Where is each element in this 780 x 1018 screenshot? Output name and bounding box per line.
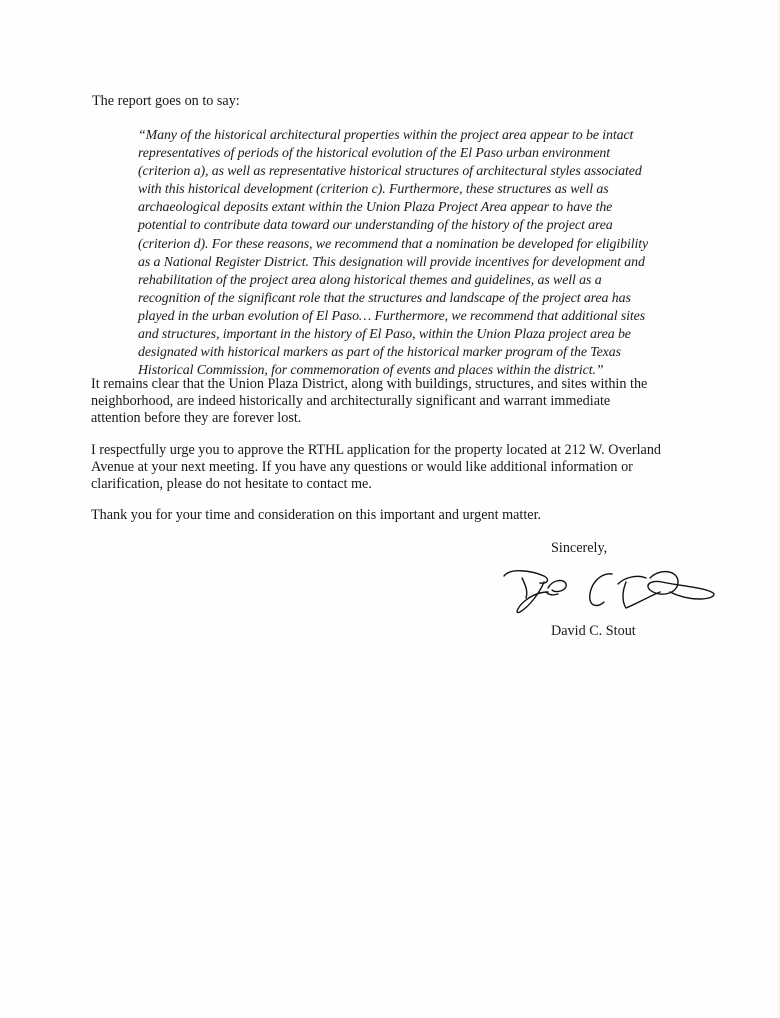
quote-line: as a National Register District. This designation will provide incentives for development and [138,254,645,270]
quote-line: rehabilitation of the project area along historical themes and guidelines, as well as a [138,272,602,288]
paragraph-significance [91,376,701,426]
quote-line: Historical Commission, for commemoration of events and places within the district.” [138,363,604,379]
paragraph-line: Avenue at your next meeting. If you have any questions or would like additional information or [91,458,633,475]
paragraph-line: neighborhood, are indeed historically and architecturally significant and warrant immediate [91,392,611,409]
quote-line: and structures, important in the history of El Paso, within the Union Plaza project area be [138,327,631,343]
signer-name: David C. Stout [551,623,636,639]
quote-line: (criterion d). For these reasons, we recommend that a nomination be developed for eligibility [138,236,649,252]
quote-line: representatives of periods of the historical evolution of the El Paso urban environment [138,146,610,162]
paragraph-request [91,442,701,492]
paragraph-thanks [91,507,701,524]
paragraph-line: I respectfully urge you to approve the RTHL application for the property located at 212 W. Overland [91,442,662,458]
paragraph-line: attention before they are forever lost. [91,409,302,426]
intro-text: The report goes on to say: [92,93,240,109]
paragraph-line: Thank you for your time and consideration on this important and urgent matter. [91,507,542,523]
paragraph-line: clarification, please do not hesitate to contact me. [91,475,372,492]
quote-line: designated with historical markers as part of the historical marker program of the Texas [138,345,621,361]
closing-salutation: Sincerely, [551,540,608,556]
report-quote [138,127,710,380]
signature-icon [500,562,720,622]
quote-line: archaeological deposits extant within the Union Plaza Project Area appear to have the [138,200,613,216]
quote-line: potential to contribute data toward our understanding of the history of the project area [138,218,613,234]
paragraph-line: It remains clear that the Union Plaza District, along with buildings, structures, and sites within the [91,376,648,392]
quote-line: (criterion a), as well as representative historical structures of architectural styles associated [138,164,642,180]
quote-line: recognition of the significant role that the structures and landscape of the project area has [138,290,631,306]
quote-line: “Many of the historical architectural properties within the project area appear to be intact [138,128,634,143]
quote-line: played in the urban evolution of El Paso… Furthermore, we recommend that additional sites [138,308,646,324]
quote-line: with this historical development (criterion c). Furthermore, these structures as well as [138,182,609,198]
